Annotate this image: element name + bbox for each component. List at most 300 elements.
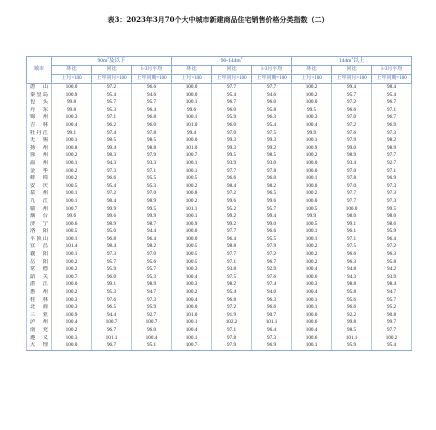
index-value-cell: 96.6 [252,228,292,236]
index-value-cell: 100.2 [52,289,92,297]
base-label-header: 上月=100 [52,75,92,84]
index-value-cell: 100.2 [52,327,92,335]
index-value-cell: 102.2 [212,319,252,327]
index-value-cell: 98.2 [252,183,292,191]
index-value-cell: 97.3 [92,251,132,259]
index-value-cell: 96.6 [92,175,132,183]
index-value-cell: 96.7 [252,259,292,267]
table-row [27,304,412,312]
index-value-cell: 93.9 [212,160,252,168]
index-value-cell: 100.1 [52,236,92,244]
table-row [27,168,412,176]
index-value-cell: 100.2 [292,190,332,198]
index-value-cell: 98.2 [132,243,172,251]
index-value-cell: 100.7 [172,152,212,160]
index-value-cell: 100.5 [172,251,212,259]
index-value-cell: 97.7 [252,84,292,92]
index-value-cell: 100.4 [52,319,92,327]
index-value-cell: 97.1 [92,114,132,122]
group-header-large: $144m^2$以上 [292,57,412,66]
base-label-header: 上年同月=100 [92,75,132,84]
index-value-cell: 100.3 [52,297,92,305]
index-value-cell: 96.7 [372,114,412,122]
table-row [27,206,412,214]
index-value-cell: 100.3 [172,281,212,289]
index-value-cell: 96.3 [372,251,412,259]
index-value-cell: 100.9 [52,92,92,100]
index-value-cell: 100.1 [172,335,212,343]
index-value-cell: 100.5 [292,206,332,214]
base-label-header: 上月=100 [172,75,212,84]
index-value-cell: 99.5 [372,206,412,214]
index-value-cell: 100.4 [292,289,332,297]
table-body [27,84,412,351]
table-row [27,213,412,221]
index-value-cell: 100.8 [52,145,92,153]
index-value-cell: 97.3 [372,198,412,206]
table-row [27,243,412,251]
index-value-cell: 99.5 [292,107,332,115]
index-value-cell: 100.4 [172,274,212,282]
index-value-cell: 100.1 [292,236,332,244]
index-value-cell: 100.0 [172,228,212,236]
index-value-cell: 100.6 [292,274,332,282]
city-name-cell: 蚌埠 [27,175,52,183]
index-value-cell: 97.0 [332,183,372,191]
city-name-cell: 赣州 [27,206,52,214]
table-row [27,274,412,282]
index-value-cell: 100.1 [292,342,332,350]
index-value-cell: 97.9 [332,137,372,145]
index-value-cell: 96.6 [252,304,292,312]
index-value-cell: 101.1 [172,206,212,214]
city-name-cell: 泸州 [27,319,52,327]
table-row [27,281,412,289]
index-value-cell: 95.8 [252,107,292,115]
index-value-cell: 100.5 [52,183,92,191]
index-value-cell: 98.9 [332,152,372,160]
sub-label-header: 1-3月平均 [252,66,292,75]
index-value-cell: 97.0 [212,130,252,138]
city-name-cell: 遵义 [27,335,52,343]
index-value-cell: 95.4 [92,92,132,100]
index-value-cell: 95.6 [132,259,172,267]
base-label-header: 上年同月=100 [332,75,372,84]
index-value-cell: 93.3 [132,160,172,168]
index-value-cell: 100.0 [292,160,332,168]
city-name-cell: 烟台 [27,213,52,221]
city-name-cell: 丹东 [27,107,52,115]
index-value-cell: 100.2 [172,183,212,191]
index-value-cell: 95.0 [92,228,132,236]
index-value-cell: 97.6 [92,297,132,305]
index-value-cell: 97.8 [332,175,372,183]
base-label-header: 上年同期=100 [132,75,172,84]
city-name-cell: 泉州 [27,190,52,198]
sub-label-header: 同比 [332,66,372,75]
index-value-cell: 100.0 [292,312,332,320]
base-label-header: 上年同月=100 [212,75,252,84]
index-value-cell: 99.4 [172,130,212,138]
index-value-cell: 95.3 [92,107,132,115]
index-value-cell: 99.8 [52,99,92,107]
index-value-cell: 99.4 [252,213,292,221]
index-value-cell: 95.9 [372,228,412,236]
index-value-cell: 97.3 [372,183,412,191]
index-value-cell: 100.6 [52,221,92,229]
index-value-cell: 97.3 [372,190,412,198]
index-value-cell: 101.1 [332,335,372,343]
index-value-cell: 97.3 [92,168,132,176]
index-value-cell: 98.8 [212,243,252,251]
index-value-cell: 99.6 [252,198,292,206]
index-value-cell: 100.0 [172,304,212,312]
index-value-cell: 100.2 [172,198,212,206]
index-value-cell: 100.1 [292,137,332,145]
index-value-cell: 100.3 [52,335,92,343]
city-name-cell: 北海 [27,304,52,312]
index-value-cell: 98.4 [372,84,412,92]
index-value-cell: 95.9 [332,342,372,350]
index-value-cell: 96.4 [212,236,252,244]
sub-label-header: 1-3月平均 [372,66,412,75]
sub-label-header: 同比 [212,66,252,75]
index-value-cell: 98.4 [372,281,412,289]
city-name-cell: 包头 [27,99,52,107]
index-value-cell: 98.5 [332,327,372,335]
index-value-cell: 100.4 [292,327,332,335]
index-value-cell: 94.8 [332,266,372,274]
index-value-cell: 95.7 [132,99,172,107]
index-value-cell: 100.1 [172,213,212,221]
table-row [27,327,412,335]
index-value-cell: 100.3 [172,266,212,274]
index-value-cell: 98.9 [132,198,172,206]
index-value-cell: 90.7 [252,312,292,320]
index-value-cell: 99.2 [212,213,252,221]
index-value-cell: 100.0 [292,168,332,176]
index-value-cell: 99.6 [92,213,132,221]
index-value-cell: 95.5 [132,175,172,183]
index-value-cell: 97.5 [212,274,252,282]
city-name-cell: 九江 [27,198,52,206]
index-value-cell: 97.2 [372,243,412,251]
index-value-cell: 100.3 [52,304,92,312]
index-value-cell: 100.5 [172,243,212,251]
index-value-cell: 99.9 [292,213,332,221]
index-value-cell: 101.0 [172,312,212,320]
index-value-cell: 99.1 [52,130,92,138]
city-name-cell: 金华 [27,168,52,176]
index-value-cell: 97.1 [372,168,412,176]
index-value-cell: 96.4 [252,327,292,335]
index-value-cell: 96.9 [252,342,292,350]
index-value-cell: 97.1 [212,327,252,335]
index-value-cell: 96.8 [92,236,132,244]
index-value-cell: 96.3 [252,297,292,305]
index-value-cell: 98.0 [332,213,372,221]
index-value-cell: 100.0 [292,99,332,107]
index-value-cell: 98.8 [132,145,172,153]
table-row [27,236,412,244]
index-value-cell: 96.0 [252,99,292,107]
index-value-cell: 96.2 [92,122,132,130]
index-value-cell: 97.2 [332,99,372,107]
index-value-cell: 94.3 [92,160,132,168]
index-value-cell: 97.7 [212,84,252,92]
index-value-cell: 94.4 [132,228,172,236]
index-value-cell: 98.5 [252,152,292,160]
index-value-cell: 96.8 [212,297,252,305]
city-name-cell: 徐州 [27,152,52,160]
index-value-cell: 100.0 [52,342,92,350]
city-name-cell: 南充 [27,327,52,335]
index-value-cell: 95.9 [132,304,172,312]
index-value-cell: 99.6 [52,213,92,221]
index-value-cell: 100.7 [52,274,92,282]
base-label-header: 上年同期=100 [372,75,412,84]
index-value-cell: 100.1 [52,198,92,206]
header-row-sublabels [27,66,412,75]
index-value-cell: 95.7 [92,99,132,107]
index-value-cell: 97.5 [332,243,372,251]
index-value-cell: 100.8 [172,190,212,198]
index-value-cell: 99.3 [212,137,252,145]
index-value-cell: 100.1 [52,251,92,259]
table-row [27,259,412,267]
index-value-cell: 96.0 [212,107,252,115]
index-value-cell: 95.4 [252,122,292,130]
index-value-cell: 100.1 [172,114,212,122]
index-value-cell: 97.2 [212,190,252,198]
index-value-cell: 95.3 [132,183,172,191]
index-value-cell: 97.4 [252,281,292,289]
index-value-cell: 100.6 [292,319,332,327]
index-value-cell: 100.1 [292,297,332,305]
index-value-cell: 100.4 [132,335,172,343]
index-value-cell: 97.8 [132,130,172,138]
index-value-cell: 95.8 [372,259,412,267]
city-column-header: 城市 [27,57,52,84]
index-value-cell: 97.4 [92,130,132,138]
city-name-cell: 岳阳 [27,259,52,267]
index-value-cell: 100.2 [172,289,212,297]
index-value-cell: 100.0 [172,236,212,244]
index-value-cell: 99.9 [292,130,332,138]
index-value-cell: 100.2 [292,152,332,160]
index-value-cell: 98.2 [372,137,412,145]
index-value-cell: 100.2 [52,259,92,267]
index-value-cell: 99.8 [52,107,92,115]
index-value-cell: 100.3 [292,281,332,289]
index-value-cell: 99.2 [212,221,252,229]
index-value-cell: 100.1 [292,304,332,312]
index-value-cell: 97.8 [212,335,252,343]
city-name-cell: 韶关 [27,274,52,282]
index-value-cell: 98.4 [212,183,252,191]
index-value-cell: 98.4 [92,243,132,251]
table-row [27,84,412,92]
city-name-cell: 安庆 [27,183,52,191]
base-label-header: 上月=100 [292,75,332,84]
index-value-cell: 100.0 [172,137,212,145]
city-name-cell: 唐山 [27,84,52,92]
city-name-cell: 平顶山 [27,236,52,244]
index-value-cell: 100.9 [52,312,92,320]
index-value-cell: 97.7 [212,251,252,259]
table-row [27,319,412,327]
index-value-cell: 95.5 [252,236,292,244]
index-value-cell: 96.0 [132,122,172,130]
index-value-cell: 100.2 [292,243,332,251]
index-value-cell: 97.7 [212,228,252,236]
index-value-cell: 100.0 [172,84,212,92]
base-label-header: 上年同期=100 [252,75,292,84]
index-value-cell: 95.4 [92,183,132,191]
index-value-cell: 98.8 [332,281,372,289]
index-value-cell: 94.0 [252,289,292,297]
index-value-cell: 99.4 [92,145,132,153]
city-name-cell: 牡丹江 [27,130,52,138]
index-value-cell: 100.0 [292,183,332,191]
index-value-cell: 95.2 [212,206,252,214]
table-row [27,198,412,206]
index-value-cell: 95.3 [132,274,172,282]
table-row [27,289,412,297]
city-name-cell: 洛阳 [27,228,52,236]
index-value-cell: 97.7 [212,168,252,176]
index-value-cell: 96.4 [132,107,172,115]
index-value-cell: 94.2 [372,266,412,274]
table-row [27,152,412,160]
index-value-cell: 101.4 [52,243,92,251]
index-value-cell: 95.4 [212,92,252,100]
table-row [27,190,412,198]
city-name-cell: 襄阳 [27,251,52,259]
index-value-cell: 99.6 [212,198,252,206]
index-value-cell: 100.0 [172,92,212,100]
index-value-cell: 95.4 [372,92,412,100]
table-row [27,107,412,115]
index-value-cell: 100.1 [172,319,212,327]
table-row [27,183,412,191]
index-value-cell: 100.2 [292,251,332,259]
index-value-cell: 95.7 [92,259,132,267]
index-value-cell: 94.3 [332,274,372,282]
index-value-cell: 92.2 [332,312,372,320]
city-name-cell: 桂林 [27,297,52,305]
index-value-cell: 98.9 [92,221,132,229]
index-value-cell: 100.3 [52,114,92,122]
index-value-cell: 100.1 [292,228,332,236]
city-name-cell: 惠州 [27,289,52,297]
index-value-cell: 100.0 [52,281,92,289]
index-value-cell: 95.4 [372,342,412,350]
table-row [27,160,412,168]
index-value-cell: 100.5 [172,259,212,267]
table-row [27,221,412,229]
city-name-cell: 无锡 [27,137,52,145]
index-value-cell: 97.7 [332,198,372,206]
index-value-cell: 95.3 [92,289,132,297]
index-value-cell: 97.1 [132,168,172,176]
index-value-cell: 97.9 [252,243,292,251]
city-name-cell: 三亚 [27,312,52,320]
index-value-cell: 100.4 [292,266,332,274]
table-row [27,335,412,343]
index-value-cell: 100.5 [292,221,332,229]
table-row [27,175,412,183]
index-value-cell: 95.1 [132,342,172,350]
index-value-cell: 96.0 [132,327,172,335]
index-value-cell: 100.1 [172,99,212,107]
index-value-cell: 97.2 [92,190,132,198]
index-value-cell: 96.7 [372,99,412,107]
sub-label-header: 环比 [292,66,332,75]
header-row-bases [27,75,412,84]
index-value-cell: 100.4 [172,297,212,305]
index-value-cell: 97.1 [372,107,412,115]
index-value-cell: 97.7 [372,327,412,335]
index-value-cell: 100.4 [52,122,92,130]
index-value-cell: 93.0 [252,160,292,168]
index-value-cell: 100.2 [292,92,332,100]
index-value-cell: 96.1 [332,228,372,236]
index-value-cell: 99.1 [92,281,132,289]
city-name-cell: 秦皇岛 [27,92,52,100]
index-value-cell: 99.5 [132,206,172,214]
index-value-cell: 97.2 [92,84,132,92]
table-row [27,228,412,236]
table-row [27,342,412,350]
sub-label-header: 1-3月平均 [132,66,172,75]
index-value-cell: 99.9 [92,206,132,214]
index-value-cell: 96.6 [332,304,372,312]
sub-label-header: 环比 [52,66,92,75]
city-name-cell: 温州 [27,160,52,168]
table-row [27,251,412,259]
index-value-cell: 100.5 [172,175,212,183]
index-value-cell: 99.3 [212,145,252,153]
group-header-small: $90m^2$及以下 [52,57,172,66]
index-value-cell: 99.4 [332,84,372,92]
index-value-cell: 97.0 [132,251,172,259]
index-value-cell: 98.3 [92,152,132,160]
index-value-cell: 100.7 [132,319,172,327]
index-value-cell: 95.7 [372,297,412,305]
index-value-cell: 100.1 [172,168,212,176]
index-value-cell: 98.6 [372,221,412,229]
index-value-cell: 91.9 [212,312,252,320]
index-value-cell: 95.7 [252,206,292,214]
city-name-cell: 大理 [27,342,52,350]
sub-label-header: 同比 [92,66,132,75]
index-value-cell: 100.1 [52,137,92,145]
index-value-cell: 100.2 [292,84,332,92]
index-value-cell: 98.2 [212,281,252,289]
index-value-cell: 97.3 [132,297,172,305]
city-name-cell: 宜昌 [27,243,52,251]
index-value-cell: 99.6 [172,107,212,115]
city-name-cell: 常德 [27,266,52,274]
index-value-cell: 97.3 [252,335,292,343]
index-value-cell: 100.5 [52,228,92,236]
index-value-cell: 99.3 [252,137,292,145]
header-row-groups [27,57,412,66]
index-value-cell: 100.1 [292,175,332,183]
index-value-cell: 99.5 [212,152,252,160]
index-value-cell: 92.9 [252,266,292,274]
